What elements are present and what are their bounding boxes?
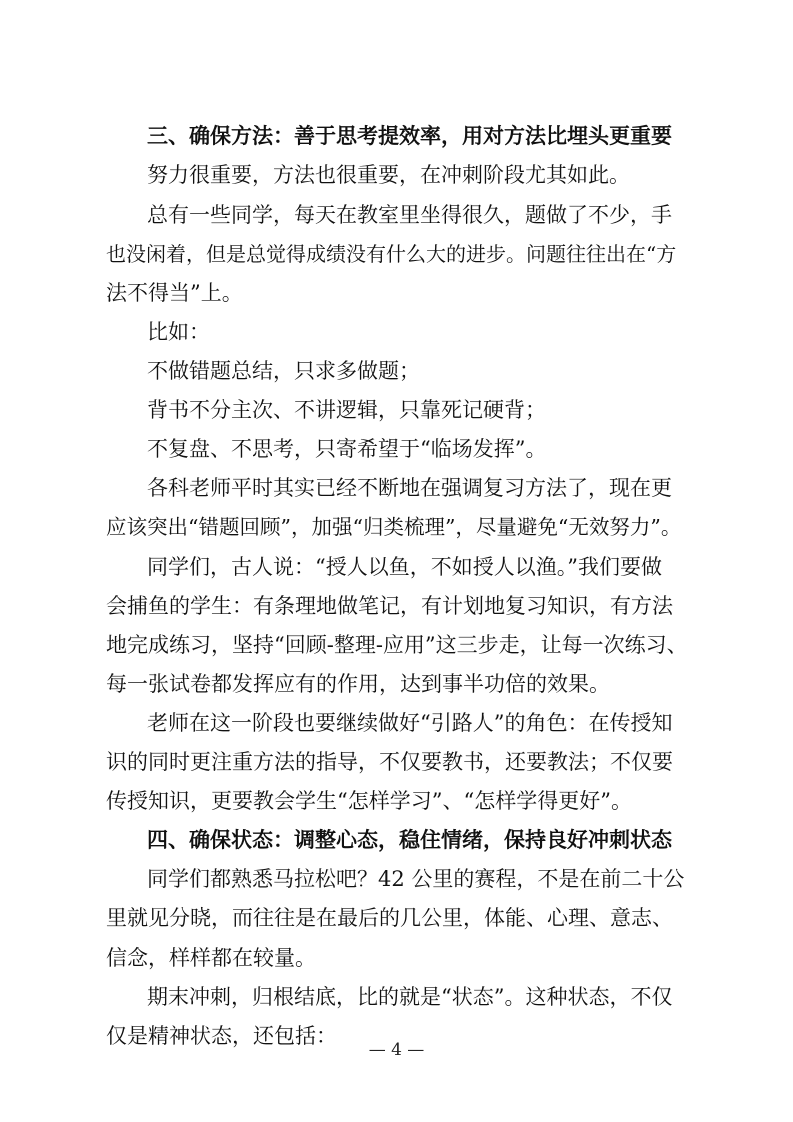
paragraph-line: 各科老师平时其实已经不断地在强调复习方法了，现在更 <box>147 476 672 500</box>
paragraph-line: 会捕鱼的学生：有条理地做笔记，有计划地复习知识，有方法 <box>106 594 673 618</box>
paragraph-line: 比如： <box>147 320 210 344</box>
list-item: 不做错题总结，只求多做题； <box>147 359 420 383</box>
paragraph-line: 同学们，古人说：“授人以鱼，不如授人以渔。”我们要做 <box>147 555 662 579</box>
paragraph-line: 同学们都熟悉马拉松吧？42 公里的赛程，不是在前二十公 <box>147 867 685 891</box>
paragraph-line: 仅是精神状态，还包括： <box>106 1024 337 1048</box>
paragraph-line: 总有一些同学，每天在教室里坐得很久，题做了不少，手 <box>147 203 672 227</box>
page-number: — 4 — <box>368 1040 425 1060</box>
paragraph-line: 老师在这一阶段也要继续做好“引路人”的角色：在传授知 <box>147 711 673 735</box>
paragraph-line: 应该突出“错题回顾”，加强“归类梳理”，尽量避免“无效努力”。 <box>106 515 682 539</box>
list-item: 背书不分主次、不讲逻辑，只靠死记硬背； <box>147 398 546 422</box>
section-heading-3: 三、确保方法：善于思考提效率，用对方法比埋头更重要 <box>147 124 672 148</box>
paragraph-line: 期末冲刺，归根结底，比的就是“状态”。这种状态，不仅 <box>147 985 673 1009</box>
paragraph-line: 法不得当”上。 <box>106 281 243 305</box>
paragraph-line: 也没闲着，但是总觉得成绩没有什么大的进步。问题往往出在“方 <box>106 242 677 266</box>
section-heading-4: 四、确保状态：调整心态，稳住情绪，保持良好冲刺状态 <box>147 828 672 852</box>
paragraph-line: 传授知识，更要教会学生“怎样学习”、“怎样学得更好”。 <box>106 789 632 813</box>
paragraph-line: 识的同时更注重方法的指导，不仅要教书，还要教法；不仅要 <box>106 750 673 774</box>
paragraph-line: 地完成练习，坚持“回顾-整理-应用”这三步走，让每一次练习、 <box>106 633 688 657</box>
list-item: 不复盘、不思考，只寄希望于“临场发挥”。 <box>147 437 547 461</box>
paragraph-line: 里就见分晓，而往往是在最后的几公里，体能、心理、意志、 <box>106 906 673 930</box>
paragraph-line: 努力很重要，方法也很重要，在冲刺阶段尤其如此。 <box>147 163 630 187</box>
paragraph-line: 每一张试卷都发挥应有的作用，达到事半功倍的效果。 <box>106 672 610 696</box>
paragraph-line: 信念，样样都在较量。 <box>106 946 316 970</box>
